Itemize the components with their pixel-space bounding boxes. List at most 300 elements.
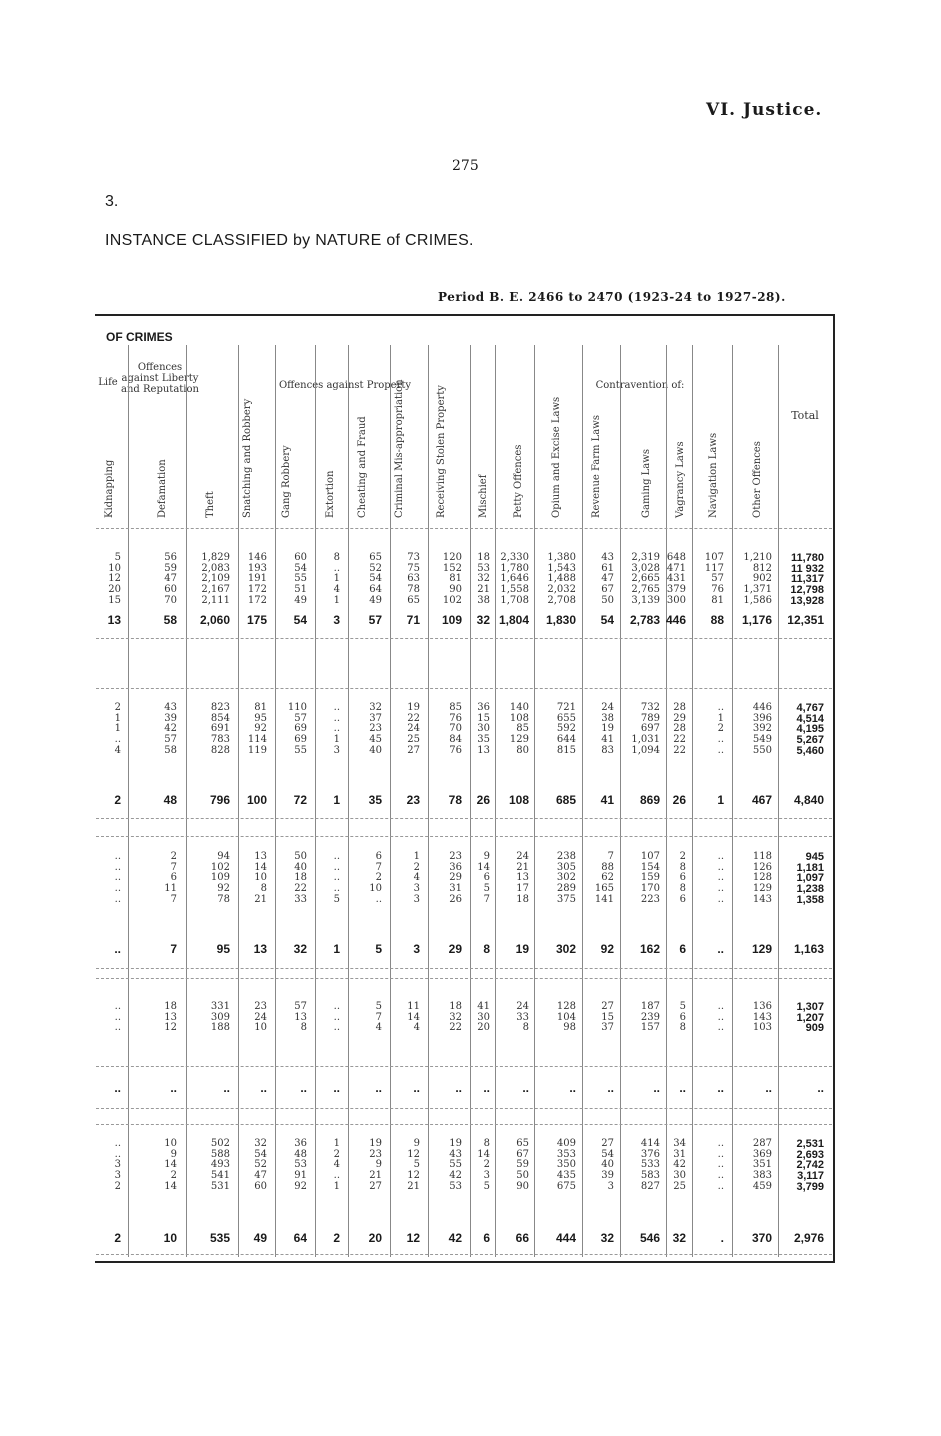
column-divider bbox=[582, 345, 583, 1257]
table-cell: 22 bbox=[673, 744, 686, 756]
block-average-cell: . bbox=[720, 1231, 724, 1245]
column-header: Theft bbox=[205, 491, 216, 518]
table-cell: 18 bbox=[477, 552, 490, 563]
table-cell: 28 bbox=[673, 702, 686, 713]
table-cell: .. bbox=[717, 872, 724, 884]
table-cell: 9 bbox=[375, 1159, 382, 1171]
table-cell: 28 bbox=[673, 723, 686, 735]
block-average-cell: 1,176 bbox=[741, 613, 772, 627]
table-cell: 446 bbox=[752, 702, 772, 713]
block-average-cell: 19 bbox=[515, 942, 529, 956]
block-average-cell: .. bbox=[333, 1081, 340, 1095]
table-cell: 1,708 bbox=[500, 594, 529, 606]
block-average-cell: .. bbox=[483, 1081, 490, 1095]
table-cell: 90 bbox=[449, 584, 462, 596]
table-cell: 172 bbox=[247, 594, 267, 606]
table-cell: 17 bbox=[516, 883, 529, 895]
table-cell: 588 bbox=[210, 1148, 230, 1160]
table-cell: 12 bbox=[407, 1148, 420, 1160]
table-cell: 85 bbox=[449, 702, 462, 713]
table-cell: 114 bbox=[247, 734, 267, 746]
block-average-cell: 72 bbox=[293, 793, 307, 807]
table-cell: 549 bbox=[752, 734, 772, 746]
table-cell: 21 bbox=[407, 1180, 420, 1192]
table-cell: 302 bbox=[556, 872, 576, 884]
table-cell: 309 bbox=[210, 1011, 230, 1023]
table-cell: 8 bbox=[300, 1022, 307, 1034]
table-cell: .. bbox=[717, 861, 724, 873]
table-cell: 90 bbox=[516, 1180, 529, 1192]
table-cell: 94 bbox=[217, 851, 230, 862]
table-cell: 55 bbox=[294, 744, 307, 756]
group-life: Life bbox=[98, 377, 118, 388]
table-cell: 69 bbox=[294, 734, 307, 746]
table-cell: 32 bbox=[449, 1011, 462, 1023]
table-cell: 57 bbox=[164, 734, 177, 746]
table-cell: 32 bbox=[254, 1138, 267, 1149]
table-cell: 2 bbox=[333, 1148, 340, 1160]
block-average-cell: 1,830 bbox=[545, 613, 576, 627]
table-cell: 379 bbox=[666, 584, 686, 596]
block-average-cell: 88 bbox=[710, 613, 724, 627]
table-cell: 32 bbox=[477, 573, 490, 585]
block-average-cell: 2 bbox=[114, 793, 121, 807]
table-cell: 1 bbox=[114, 712, 121, 724]
table-cell: 8 bbox=[679, 883, 686, 895]
table-cell: 2,708 bbox=[547, 594, 576, 606]
block-average-cell: 1 bbox=[717, 793, 724, 807]
table-cell: 64 bbox=[369, 584, 382, 596]
table-cell: 22 bbox=[407, 712, 420, 724]
block-average-cell: 467 bbox=[751, 793, 772, 807]
column-divider bbox=[534, 345, 535, 1257]
table-cell: 20 bbox=[108, 584, 121, 596]
table-cell: 14 bbox=[164, 1159, 177, 1171]
table-cell: 3,028 bbox=[631, 562, 660, 574]
table-cell: 91 bbox=[294, 1170, 307, 1182]
table-cell: 25 bbox=[407, 734, 420, 746]
table-cell: 392 bbox=[752, 723, 772, 735]
table-cell: 5 bbox=[375, 1001, 382, 1012]
table-cell: 154 bbox=[640, 861, 660, 873]
table-cell: .. bbox=[333, 723, 340, 735]
table-cell: .. bbox=[717, 851, 724, 862]
block-average-cell: 535 bbox=[209, 1231, 230, 1245]
table-cell: 47 bbox=[254, 1170, 267, 1182]
table-cell: 2 bbox=[114, 1180, 121, 1192]
column-header: Revenue Farm Laws bbox=[591, 415, 602, 518]
table-cell: 9 bbox=[413, 1138, 420, 1149]
table-cell: 13 bbox=[164, 1011, 177, 1023]
table-cell: 8 bbox=[333, 552, 340, 563]
table-cell: 13 bbox=[477, 744, 490, 756]
block-average-cell: 444 bbox=[555, 1231, 576, 1245]
table-cell: .. bbox=[717, 893, 724, 905]
block-average-cell: 796 bbox=[209, 793, 230, 807]
table-cell: 1,558 bbox=[500, 584, 529, 596]
table-cell: 152 bbox=[442, 562, 462, 574]
block-average-cell: 3 bbox=[333, 613, 340, 627]
table-cell: 23 bbox=[369, 1148, 382, 1160]
block-average-cell: 4,840 bbox=[793, 793, 824, 807]
table-cell: 140 bbox=[509, 702, 529, 713]
table-cell: 655 bbox=[556, 712, 576, 724]
table-cell: 1,586 bbox=[743, 594, 772, 606]
block-average-cell: .. bbox=[375, 1081, 382, 1095]
table-cell: 23 bbox=[369, 723, 382, 735]
table-cell: 376 bbox=[640, 1148, 660, 1160]
table-cell: 37 bbox=[369, 712, 382, 724]
block-average-cell: 54 bbox=[293, 613, 307, 627]
block-average-cell: 42 bbox=[448, 1231, 462, 1245]
table-cell: 59 bbox=[516, 1159, 529, 1171]
table-cell: 61 bbox=[601, 562, 614, 574]
table-cell: 827 bbox=[640, 1180, 660, 1192]
table-cell: 102 bbox=[442, 594, 462, 606]
table-cell: 52 bbox=[369, 562, 382, 574]
table-cell: 21 bbox=[516, 861, 529, 873]
table-cell: 24 bbox=[254, 1011, 267, 1023]
table-cell: 43 bbox=[449, 1148, 462, 1160]
table-cell: 675 bbox=[556, 1180, 576, 1192]
table-cell: 19 bbox=[407, 702, 420, 713]
table-cell: 29 bbox=[673, 712, 686, 724]
table-cell: .. bbox=[717, 1159, 724, 1171]
table-cell: 2,109 bbox=[201, 573, 230, 585]
table-cell: 10 bbox=[164, 1138, 177, 1149]
table-cell: 76 bbox=[449, 712, 462, 724]
column-divider bbox=[275, 345, 276, 1257]
table-cell: 9 bbox=[170, 1148, 177, 1160]
table-cell: 84 bbox=[449, 734, 462, 746]
table-cell: .. bbox=[717, 1170, 724, 1182]
table-cell: 51 bbox=[294, 584, 307, 596]
table-cell: 1,780 bbox=[500, 562, 529, 574]
table-cell: 8 bbox=[679, 861, 686, 873]
table-cell: 414 bbox=[640, 1138, 660, 1149]
row-total-cell: 4,767 bbox=[796, 702, 824, 714]
table-cell: 18 bbox=[164, 1001, 177, 1012]
table-cell: 14 bbox=[477, 861, 490, 873]
table-cell: 351 bbox=[752, 1159, 772, 1171]
table-cell: 104 bbox=[556, 1011, 576, 1023]
column-header: Receiving Stolen Property bbox=[436, 385, 447, 518]
table-cell: 57 bbox=[294, 712, 307, 724]
table-cell: 396 bbox=[752, 712, 772, 724]
table-cell: 4 bbox=[413, 1022, 420, 1034]
group-contravention: Contravention of: bbox=[595, 380, 685, 391]
block-average-cell: 29 bbox=[448, 942, 462, 956]
block-average-cell: .. bbox=[114, 942, 121, 956]
table-cell: 76 bbox=[449, 744, 462, 756]
block-average-cell: 41 bbox=[600, 793, 614, 807]
table-cell: 2,111 bbox=[201, 594, 230, 606]
table-cell: 118 bbox=[752, 851, 772, 862]
table-cell: .. bbox=[114, 734, 121, 746]
column-divider bbox=[238, 345, 239, 1257]
table-cell: 43 bbox=[601, 552, 614, 563]
table-cell: 223 bbox=[640, 893, 660, 905]
table-cell: 33 bbox=[516, 1011, 529, 1023]
block-average-cell: 64 bbox=[293, 1231, 307, 1245]
block-average-cell: 26 bbox=[476, 793, 490, 807]
table-cell: 8 bbox=[522, 1022, 529, 1034]
table-cell: 42 bbox=[673, 1159, 686, 1171]
table-cell: 5 bbox=[413, 1159, 420, 1171]
table-cell: .. bbox=[717, 1022, 724, 1034]
table-cell: 126 bbox=[752, 861, 772, 873]
table-cell: 1 bbox=[333, 594, 340, 606]
table-cell: 815 bbox=[556, 744, 576, 756]
table-cell: .. bbox=[333, 1170, 340, 1182]
table-cell: 550 bbox=[752, 744, 772, 756]
column-divider bbox=[620, 345, 621, 1257]
table-cell: 3,139 bbox=[631, 594, 660, 606]
table-cell: 409 bbox=[556, 1138, 576, 1149]
table-cell: 8 bbox=[260, 883, 267, 895]
table-cell: 23 bbox=[254, 1001, 267, 1012]
table-cell: 2,319 bbox=[631, 552, 660, 563]
table-cell: 27 bbox=[407, 744, 420, 756]
table-cell: 18 bbox=[294, 872, 307, 884]
table-cell: 1 bbox=[717, 712, 724, 724]
table-cell: 35 bbox=[477, 734, 490, 746]
table-cell: 2 bbox=[375, 872, 382, 884]
table-cell: 10 bbox=[108, 562, 121, 574]
table-cell: 4 bbox=[413, 872, 420, 884]
block-average-cell: 71 bbox=[406, 613, 420, 627]
block-average-cell: 32 bbox=[293, 942, 307, 956]
table-cell: 48 bbox=[294, 1148, 307, 1160]
table-cell: 31 bbox=[673, 1148, 686, 1160]
table-cell: 7 bbox=[375, 861, 382, 873]
group-total: Total bbox=[791, 409, 819, 422]
table-cell: 1,646 bbox=[500, 573, 529, 585]
block-average-cell: 6 bbox=[483, 1231, 490, 1245]
column-header: Navigation Laws bbox=[708, 432, 719, 518]
table-cell: 697 bbox=[640, 723, 660, 735]
table-cell: 2,167 bbox=[201, 584, 230, 596]
table-cell: 92 bbox=[254, 723, 267, 735]
block-average-cell: .. bbox=[817, 1081, 824, 1095]
table-cell: 60 bbox=[254, 1180, 267, 1192]
table-cell: 2 bbox=[114, 702, 121, 713]
table-cell: 14 bbox=[164, 1180, 177, 1192]
table-cell: 37 bbox=[601, 1022, 614, 1034]
block-average-cell: 3 bbox=[413, 942, 420, 956]
row-total-cell: 5,460 bbox=[796, 744, 824, 757]
table-cell: 644 bbox=[556, 734, 576, 746]
table-cell: 721 bbox=[556, 702, 576, 713]
row-total-cell: 1,358 bbox=[796, 893, 824, 906]
block-average-cell: .. bbox=[170, 1081, 177, 1095]
table-number: 3. bbox=[105, 193, 119, 210]
row-divider bbox=[96, 818, 832, 819]
table-cell: 11 bbox=[164, 883, 177, 895]
table-cell: .. bbox=[333, 883, 340, 895]
block-average-cell: 26 bbox=[672, 793, 686, 807]
column-header: Extortion bbox=[325, 470, 336, 518]
table-cell: 26 bbox=[449, 893, 462, 905]
table-right-rule bbox=[833, 314, 835, 1263]
table-cell: 1,829 bbox=[201, 552, 230, 563]
table-cell: 78 bbox=[407, 584, 420, 596]
row-total-cell: 11,780 bbox=[790, 552, 824, 564]
table-top-rule bbox=[95, 314, 835, 316]
table-cell: 92 bbox=[217, 883, 230, 895]
table-cell: 129 bbox=[509, 734, 529, 746]
row-total-cell: 1,307 bbox=[796, 1001, 824, 1013]
row-total-cell: 1,181 bbox=[796, 861, 824, 874]
column-divider bbox=[128, 345, 129, 1257]
column-header: Defamation bbox=[157, 459, 168, 518]
table-cell: 40 bbox=[601, 1159, 614, 1171]
table-cell: 239 bbox=[640, 1011, 660, 1023]
table-cell: 238 bbox=[556, 851, 576, 862]
table-cell: 119 bbox=[247, 744, 267, 756]
table-cell: 6 bbox=[170, 872, 177, 884]
row-total-cell: 1,207 bbox=[796, 1011, 824, 1024]
block-average-cell: 446 bbox=[665, 613, 686, 627]
table-cell: .. bbox=[717, 1180, 724, 1192]
row-divider bbox=[96, 968, 832, 969]
table-cell: .. bbox=[114, 1138, 121, 1149]
block-average-cell: 2,060 bbox=[199, 613, 230, 627]
table-cell: 23 bbox=[449, 851, 462, 862]
table-cell: 648 bbox=[666, 552, 686, 563]
table-cell: 27 bbox=[369, 1180, 382, 1192]
table-cell: 136 bbox=[752, 1001, 772, 1012]
table-cell: 383 bbox=[752, 1170, 772, 1182]
table-cell: 7 bbox=[483, 893, 490, 905]
row-divider bbox=[96, 528, 832, 529]
column-header: Vagrancy Laws bbox=[675, 441, 686, 518]
table-cell: 85 bbox=[516, 723, 529, 735]
block-average-cell: .. bbox=[300, 1081, 307, 1095]
table-cell: 42 bbox=[164, 723, 177, 735]
table-cell: 187 bbox=[640, 1001, 660, 1012]
table-cell: 1,371 bbox=[743, 584, 772, 596]
table-cell: 533 bbox=[640, 1159, 660, 1171]
group-property: Offences against Property bbox=[278, 380, 412, 391]
table-cell: .. bbox=[717, 1148, 724, 1160]
table-cell: 2,330 bbox=[500, 552, 529, 563]
block-average-cell: .. bbox=[717, 1081, 724, 1095]
table-cell: 15 bbox=[477, 712, 490, 724]
block-average-cell: 49 bbox=[253, 1231, 267, 1245]
column-header: Mischief bbox=[478, 474, 489, 518]
table-cell: 81 bbox=[711, 594, 724, 606]
column-header: Criminal Mis-appropriation bbox=[394, 379, 405, 518]
block-average-cell: 92 bbox=[600, 942, 614, 956]
column-divider bbox=[732, 345, 733, 1257]
block-average-cell: .. bbox=[223, 1081, 230, 1095]
block-average-cell: 129 bbox=[751, 942, 772, 956]
table-cell: 19 bbox=[369, 1138, 382, 1149]
table-cell: 431 bbox=[666, 573, 686, 585]
table-cell: 55 bbox=[449, 1159, 462, 1171]
table-cell: 40 bbox=[369, 744, 382, 756]
table-cell: 2 bbox=[413, 861, 420, 873]
table-cell: 143 bbox=[752, 1011, 772, 1023]
table-cell: 1,543 bbox=[547, 562, 576, 574]
block-average-cell: 869 bbox=[639, 793, 660, 807]
table-cell: 5 bbox=[483, 883, 490, 895]
table-cell: 8 bbox=[483, 1138, 490, 1149]
table-cell: 128 bbox=[752, 872, 772, 884]
table-cell: 15 bbox=[108, 594, 121, 606]
column-header: Snatching and Robbery bbox=[242, 398, 253, 518]
block-average-cell: 109 bbox=[441, 613, 462, 627]
table-cell: 67 bbox=[516, 1148, 529, 1160]
table-cell: 31 bbox=[449, 883, 462, 895]
table-cell: .. bbox=[114, 1148, 121, 1160]
table-cell: 33 bbox=[294, 893, 307, 905]
table-cell: 102 bbox=[210, 861, 230, 873]
table-cell: 45 bbox=[369, 734, 382, 746]
block-average-cell: .. bbox=[260, 1081, 267, 1095]
table-cell: 1 bbox=[333, 1180, 340, 1192]
block-average-cell: .. bbox=[653, 1081, 660, 1095]
block-average-cell: .. bbox=[679, 1081, 686, 1095]
table-cell: .. bbox=[717, 1001, 724, 1012]
table-cell: 1 bbox=[333, 734, 340, 746]
table-bottom-rule bbox=[95, 1261, 835, 1263]
table-cell: 2 bbox=[483, 1159, 490, 1171]
table-cell: 88 bbox=[601, 861, 614, 873]
group-liberty: Offences against Liberty and Reputation bbox=[121, 362, 199, 395]
table-cell: 157 bbox=[640, 1022, 660, 1034]
table-cell: 22 bbox=[294, 883, 307, 895]
table-cell: 81 bbox=[449, 573, 462, 585]
table-cell: 60 bbox=[164, 584, 177, 596]
block-average-cell: 32 bbox=[476, 613, 490, 627]
row-total-cell: 11 932 bbox=[790, 562, 824, 575]
table-cell: 27 bbox=[601, 1138, 614, 1149]
table-cell: 29 bbox=[449, 872, 462, 884]
table-cell: 36 bbox=[449, 861, 462, 873]
block-average-cell: 2 bbox=[114, 1231, 121, 1245]
table-cell: 36 bbox=[294, 1138, 307, 1149]
table-cell: 9 bbox=[483, 851, 490, 862]
table-cell: 732 bbox=[640, 702, 660, 713]
table-cell: 3 bbox=[413, 893, 420, 905]
table-cell: 21 bbox=[477, 584, 490, 596]
table-cell: 60 bbox=[294, 552, 307, 563]
column-divider bbox=[495, 345, 496, 1257]
table-cell: 36 bbox=[477, 702, 490, 713]
table-cell: 13 bbox=[516, 872, 529, 884]
table-cell: 789 bbox=[640, 712, 660, 724]
table-cell: 67 bbox=[601, 584, 614, 596]
table-cell: 24 bbox=[516, 1001, 529, 1012]
table-cell: 47 bbox=[601, 573, 614, 585]
table-cell: 21 bbox=[254, 893, 267, 905]
table-cell: 493 bbox=[210, 1159, 230, 1171]
table-cell: .. bbox=[333, 1011, 340, 1023]
table-cell: 435 bbox=[556, 1170, 576, 1182]
table-cell: 287 bbox=[752, 1138, 772, 1149]
column-divider bbox=[692, 345, 693, 1257]
table-cell: .. bbox=[114, 1001, 121, 1012]
table-cell: .. bbox=[114, 1011, 121, 1023]
column-divider bbox=[778, 345, 779, 1257]
row-total-cell: 1,238 bbox=[796, 883, 824, 896]
row-total-cell: 1,097 bbox=[796, 872, 824, 885]
row-total-cell: 13,928 bbox=[790, 594, 824, 607]
table-cell: 18 bbox=[449, 1001, 462, 1012]
block-average-cell: .. bbox=[717, 942, 724, 956]
